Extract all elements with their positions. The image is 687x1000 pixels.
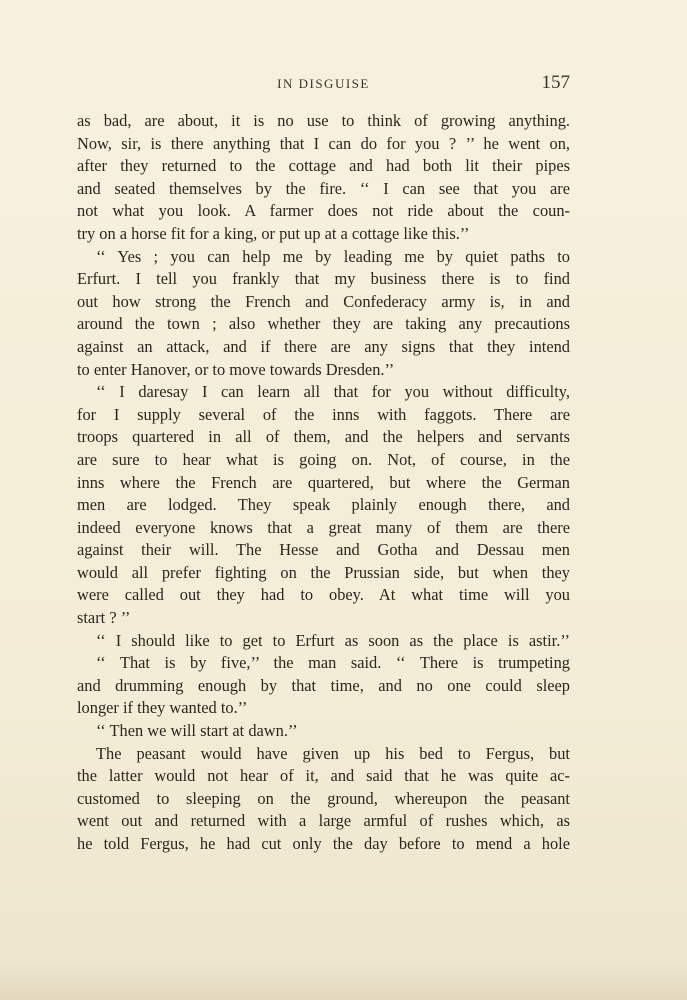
text-line: out how strong the French and Confederacy army is, in and <box>77 291 570 311</box>
text-line: went out and returned with a large armful of rushes which, as <box>77 811 570 831</box>
text-line: and drumming enough by that time, and no one could sleep <box>77 675 570 695</box>
text-line: around the town ; also whether they are taking any precautions <box>77 314 570 334</box>
text-line: Erfurt. I tell you frankly that my business there is to find <box>77 269 570 289</box>
text-line: he told Fergus, he had cut only the day before to mend a hole <box>77 834 570 853</box>
body-text <box>77 110 570 856</box>
text-line: were called out they had to obey. At what time will you <box>77 585 570 605</box>
text-line: try on a horse fit for a king, or put up at a cottage like this.’’ <box>77 223 470 243</box>
text-line: against their will. The Hesse and Gotha and Dessau men <box>77 540 570 560</box>
text-line: not what you look. A farmer does not ride about the coun- <box>77 201 570 221</box>
text-line: ‘‘ I daresay I can learn all that for you without difficulty, <box>96 382 570 402</box>
text-line: Now, sir, is there anything that I can do for you ? ’’ he went on, <box>77 133 570 153</box>
running-head: IN DISGUISE <box>277 76 370 91</box>
text-line: start ? ’’ <box>77 608 131 628</box>
text-line: as bad, are about, it is no use to think of growing anything. <box>77 111 570 130</box>
page-header <box>77 72 570 96</box>
text-line: are sure to hear what is going on. Not, of course, in the <box>77 449 570 469</box>
text-line: The peasant would have given up his bed to Fergus, but <box>96 743 570 763</box>
page-bottom-shading <box>0 960 687 1000</box>
text-line: ‘‘ I should like to get to Erfurt as soon as the place is astir.’’ <box>96 630 570 650</box>
text-line: longer if they wanted to.’’ <box>77 698 248 718</box>
text-line: ‘‘ That is by five,’’ the man said. ‘‘ There is trumpeting <box>96 653 570 673</box>
text-line: to enter Hanover, or to move towards Dresden.’’ <box>77 359 395 379</box>
text-line: the latter would not hear of it, and said that he was quite ac- <box>77 766 570 786</box>
text-line: ‘‘ Then we will start at dawn.’’ <box>96 721 298 741</box>
text-line: ‘‘ Yes ; you can help me by leading me by quiet paths to <box>96 246 570 266</box>
text-line: inns where the French are quartered, but where the German <box>77 472 570 492</box>
text-line: for I supply several of the inns with faggots. There are <box>77 404 570 424</box>
text-line: men are lodged. They speak plainly enough there, and <box>77 495 570 515</box>
text-line: indeed everyone knows that a great many of them are there <box>77 517 570 537</box>
text-line: customed to sleeping on the ground, whereupon the peasant <box>77 788 570 808</box>
text-line: troops quartered in all of them, and the helpers and servants <box>77 427 570 447</box>
text-line: would all prefer fighting on the Prussian side, but when they <box>77 562 570 582</box>
text-line: against an attack, and if there are any signs that they intend <box>77 336 570 356</box>
text-line: after they returned to the cottage and had both lit their pipes <box>77 156 570 176</box>
text-line: and seated themselves by the fire. ‘‘ I can see that you are <box>77 178 570 198</box>
page-number: 157 <box>541 72 570 93</box>
